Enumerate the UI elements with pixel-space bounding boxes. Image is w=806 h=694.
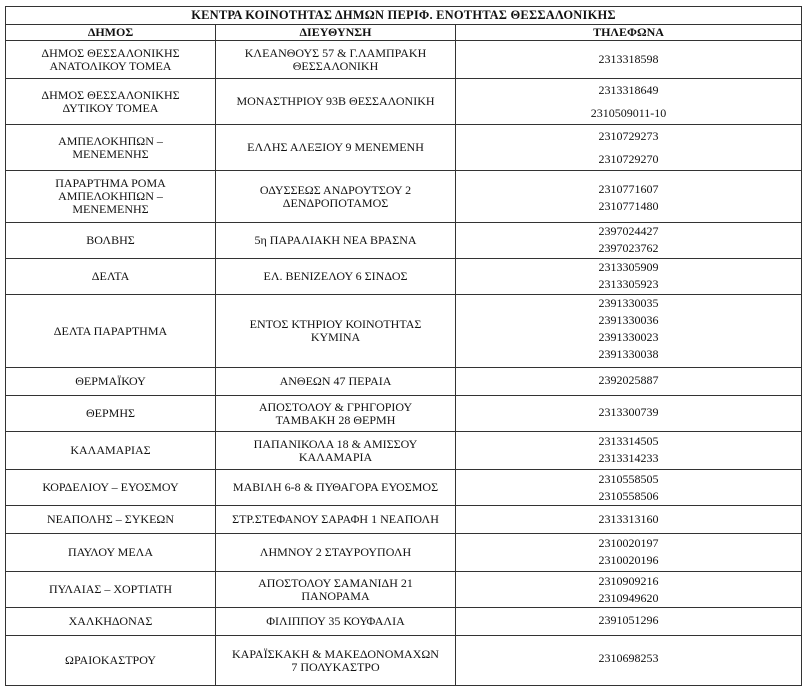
address-line: ΤΑΜΒΑΚΗ 28 ΘΕΡΜΗ [275,412,396,427]
municipality-cell [6,125,216,171]
table-row [6,534,802,572]
table-row [6,368,802,396]
header-municipality: ΔΗΜΟΣ [6,25,216,41]
municipality-cell [6,223,216,259]
municipality-line: ΩΡΑΙΟΚΑΣΤΡΟΥ [65,653,156,667]
phones-cell [456,223,802,259]
municipality-line: ΜΕΝΕΜΕΝΗΣ [72,146,149,161]
table-row [6,125,802,171]
municipality-line: ΘΕΡΜΑΪΚΟΥ [75,374,146,388]
municipality-line: ΝΕΑΠΟΛΗΣ – ΣΥΚΕΩΝ [46,512,174,526]
phones-cell [456,470,802,506]
phones-cell [456,396,802,432]
phone-number: 2392025887 [598,373,659,387]
phones-cell [456,534,802,572]
phone-number: 2313313160 [598,512,659,526]
header-address: ΔΙΕΥΘΥΝΣΗ [216,25,456,41]
municipality-cell [6,636,216,686]
phones-cell [456,79,802,125]
address-line: ΜΑΒΙΛΗ 6-8 & ΠΥΘΑΓΟΡΑ ΕΥΟΣΜΟΣ [232,480,439,494]
phone-number: 2397024427 [598,224,659,238]
community-centers-table [5,6,802,686]
table-row [6,223,802,259]
address-line: ΠΑΠΑΝΙΚΟΛΑ 18 & ΑΜΙΣΣΟΥ [253,436,418,451]
address-cell [216,79,456,125]
phones-cell [456,572,802,608]
phone-number: 2313318598 [598,52,659,66]
phone-number: 2391330038 [598,347,659,361]
phone-number: 2310771607 [598,182,659,196]
address-line: ΔΕΝΔΡΟΠΟΤΑΜΟΣ [282,195,389,210]
municipality-cell [6,171,216,223]
phone-number: 2313314233 [598,451,659,465]
address-line: 5η ΠΑΡΑΛΙΑΚΗ ΝΕΑ ΒΡΑΣΝΑ [254,233,417,247]
address-line: ΕΛ. ΒΕΝΙΖΕΛΟΥ 6 ΣΙΝΔΟΣ [263,269,408,283]
address-line: 7 ΠΟΛΥΚΑΣΤΡΟ [291,659,380,674]
address-line: ΚΥΜΙΝΑ [310,330,361,344]
table-row [6,259,802,295]
municipality-line: ΜΕΝΕΜΕΝΗΣ [72,202,149,216]
address-cell [216,396,456,432]
address-line: ΚΑΡΑΪΣΚΑΚΗ & ΜΑΚΕΔΟΝΟΜΑΧΩΝ [232,646,439,661]
phone-number: 2310909216 [598,574,659,588]
municipality-cell [6,506,216,534]
address-line: ΣΤΡ.ΣΤΕΦΑΝΟΥ ΣΑΡΑΦΗ 1 ΝΕΑΠΟΛΗ [232,512,439,526]
address-cell [216,125,456,171]
phone-number: 2391051296 [598,613,659,627]
address-cell [216,41,456,79]
table-row [6,171,802,223]
phone-number: 2310558506 [598,489,659,503]
address-line: ΛΗΜΝΟΥ 2 ΣΤΑΥΡΟΥΠΟΛΗ [259,545,412,559]
phone-number: 2310949620 [598,591,659,605]
address-line: ΑΝΘΕΩΝ 47 ΠΕΡΑΙΑ [279,374,392,388]
phones-cell [456,259,802,295]
address-cell [216,259,456,295]
municipality-cell [6,368,216,396]
phone-number: 2313300739 [598,405,659,419]
municipality-cell [6,295,216,368]
table-row [6,396,802,432]
municipality-line: ΑΜΠΕΛΟΚΗΠΩΝ – [58,189,163,203]
address-cell [216,223,456,259]
address-cell [216,506,456,534]
phone-number: 2310558505 [598,472,659,486]
municipality-line: ΑΝΑΤΟΛΙΚΟΥ ΤΟΜΕΑ [49,58,172,73]
address-line: ΑΠΟΣΤΟΛΟΥ ΣΑΜΑΝΙΔΗ 21 [258,575,413,590]
table-header-row [6,25,802,41]
municipality-line: ΔΕΛΤΑ [91,269,130,283]
address-line: ΑΠΟΣΤΟΛΟΥ & ΓΡΗΓΟΡΙΟΥ [258,399,413,414]
address-line: ΠΑΝΟΡΑΜΑ [301,588,370,603]
table-title: ΚΕΝΤΡΑ ΚΟΙΝΟΤΗΤΑΣ ΔΗΜΩΝ ΠΕΡΙΦ. ΕΝΟΤΗΤΑΣ ΘΕΣΣΑΛΟΝΙΚΗΣ [6,7,802,25]
phone-number: 2391330036 [598,313,659,327]
phones-cell [456,368,802,396]
municipality-cell [6,396,216,432]
municipality-line: ΠΑΡΑΡΤΗΜΑ ΡΟΜΑ [55,176,166,190]
table-row [6,572,802,608]
municipality-cell [6,259,216,295]
table-row [6,79,802,125]
phone-number: 2391330035 [598,296,659,310]
phones-cell [456,171,802,223]
municipality-cell [6,572,216,608]
municipality-line: ΒΟΛΒΗΣ [86,233,135,247]
phone-number: 2310020196 [598,553,659,567]
phone-number: 2310771480 [598,199,659,213]
municipality-line: ΔΥΤΙΚΟΥ ΤΟΜΕΑ [62,100,159,115]
address-line: ΕΛΛΗΣ ΑΛΕΞΙΟΥ 9 ΜΕΝΕΜΕΝΗ [247,140,424,154]
municipality-cell [6,608,216,636]
phone-number: 2313305909 [598,260,659,274]
address-line: ΜΟΝΑΣΤΗΡΙΟΥ 93Β ΘΕΣΣΑΛΟΝΙΚΗ [236,94,435,108]
municipality-line: ΑΜΠΕΛΟΚΗΠΩΝ – [58,133,163,148]
table-row [6,470,802,506]
address-cell [216,432,456,470]
municipality-line: ΧΑΛΚΗΔΟΝΑΣ [68,614,153,628]
municipality-cell [6,41,216,79]
phone-number: 2397023762 [598,241,659,255]
address-line: ΚΛΕΑΝΘΟΥΣ 57 & Γ.ΛΑΜΠΡΑΚΗ [244,45,427,60]
phones-cell [456,125,802,171]
table-row [6,432,802,470]
table-row [6,636,802,686]
address-line: ΦΙΛΙΠΠΟΥ 35 ΚΟΥΦΑΛΙΑ [266,614,405,628]
table-row [6,41,802,79]
address-cell [216,470,456,506]
phone-number: 2310509011-10 [590,106,667,120]
address-cell [216,171,456,223]
address-cell [216,295,456,368]
municipality-line: ΠΑΥΛΟΥ ΜΕΛΑ [67,545,154,559]
municipality-cell [6,534,216,572]
phone-number: 2313314505 [598,434,659,448]
municipality-line: ΔΕΛΤΑ ΠΑΡΑΡΤΗΜΑ [53,323,168,338]
header-phones: ΤΗΛΕΦΩΝΑ [456,25,802,41]
municipality-line: ΚΑΛΑΜΑΡΙΑΣ [70,443,151,457]
table-title-row [6,7,802,25]
phone-number: 2391330023 [598,330,659,344]
phone-number: 2310729270 [598,152,659,166]
phone-number: 2313305923 [598,277,659,291]
address-line: ΘΕΣΣΑΛΟΝΙΚΗ [292,58,379,73]
address-line: ΟΔΥΣΣΕΩΣ ΑΝΔΡΟΥΤΣΟΥ 2 [259,182,412,197]
table-row [6,506,802,534]
municipality-line: ΠΥΛΑΙΑΣ – ΧΟΡΤΙΑΤΗ [48,582,173,596]
municipality-line: ΔΗΜΟΣ ΘΕΣΣΑΛΟΝΙΚΗΣ [41,87,180,102]
municipality-line: ΚΟΡΔΕΛΙΟΥ – ΕΥΟΣΜΟΥ [42,480,179,494]
table-row [6,295,802,368]
phone-number: 2310698253 [598,651,659,665]
address-cell [216,368,456,396]
phones-cell [456,636,802,686]
municipality-cell [6,470,216,506]
phone-number: 2310020197 [598,536,659,550]
address-line: ΚΑΛΑΜΑΡΙΑ [298,449,373,464]
municipality-cell [6,432,216,470]
phones-cell [456,608,802,636]
phones-cell [456,432,802,470]
table-body [6,41,802,686]
municipality-line: ΔΗΜΟΣ ΘΕΣΣΑΛΟΝΙΚΗΣ [41,45,180,60]
municipality-line: ΘΕΡΜΗΣ [86,406,135,420]
phone-number: 2313318649 [598,83,659,97]
municipality-cell [6,79,216,125]
address-cell [216,534,456,572]
phones-cell [456,506,802,534]
phones-cell [456,41,802,79]
address-cell [216,608,456,636]
address-cell [216,572,456,608]
address-cell [216,636,456,686]
phones-cell [456,295,802,368]
table-row [6,608,802,636]
address-line: ΕΝΤΟΣ ΚΤΗΡΙΟΥ ΚΟΙΝΟΤΗΤΑΣ [249,317,422,331]
phone-number: 2310729273 [598,129,659,143]
